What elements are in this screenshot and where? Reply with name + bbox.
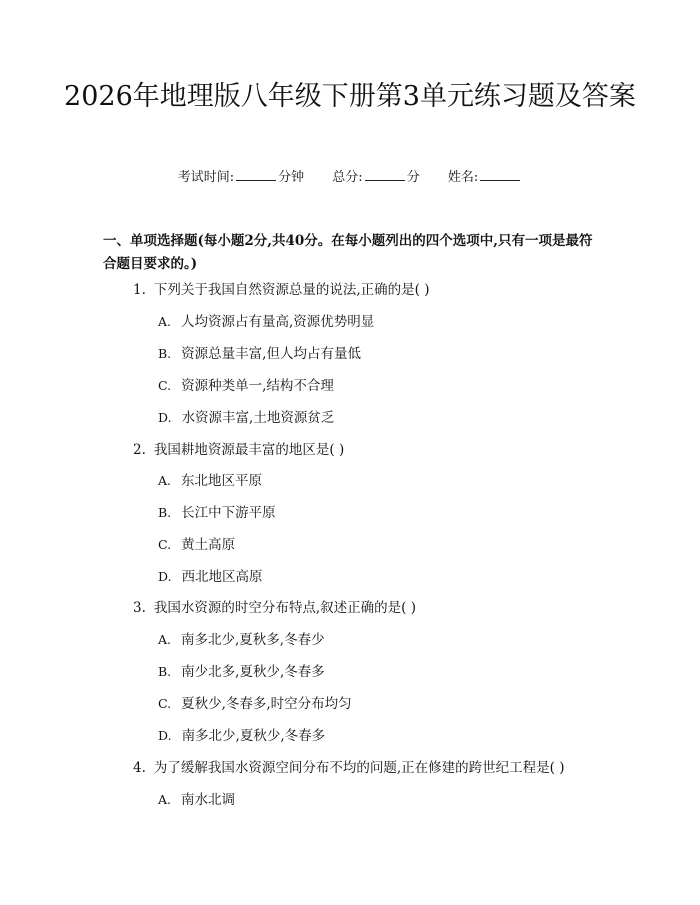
exam-time-blank (236, 168, 276, 181)
section-heading: 一、单项选择题(每小题2分,共40分。在每小题列出的四个选项中,只有一项是最符合题目要求的。) (103, 233, 593, 272)
document-title: 2026年地理版八年级下册第3单元练习题及答案 (64, 81, 636, 112)
option-text: 长江中下游平原 (181, 505, 276, 521)
option-3d (158, 726, 325, 746)
option-1b (158, 344, 361, 364)
student-name-label: 姓名: (447, 170, 479, 185)
option-2b (158, 503, 276, 523)
exam-info-line (0, 168, 700, 188)
option-letter: A. (158, 632, 172, 647)
option-text: 南水北调 (181, 792, 236, 808)
option-text: 水资源丰富,土地资源贫乏 (181, 410, 335, 426)
option-2a (158, 471, 262, 491)
option-letter: A. (158, 473, 172, 488)
option-text: 南多北少,夏秋少,冬春多 (181, 728, 326, 744)
option-text: 夏秋少,冬春多,时空分布均匀 (181, 696, 352, 712)
student-name-field (448, 170, 522, 185)
option-letter: B. (158, 346, 172, 361)
option-letter: D. (158, 728, 172, 743)
total-score-unit: 分 (406, 170, 420, 185)
option-3c (158, 694, 352, 714)
option-letter: C. (158, 378, 172, 393)
exam-time-field (178, 170, 309, 185)
question-text: 下列关于我国自然资源总量的说法,正确的是( ) (153, 282, 430, 298)
question-number: 1. (133, 282, 146, 298)
option-2d (158, 567, 263, 587)
exam-time-label: 考试时间: (177, 170, 235, 185)
option-2c (158, 535, 235, 555)
option-1a (158, 312, 374, 332)
question-2 (133, 440, 344, 460)
option-letter: A. (158, 314, 172, 329)
question-4 (133, 758, 565, 778)
question-1 (133, 280, 430, 300)
option-text: 人均资源占有量高,资源优势明显 (181, 314, 375, 330)
option-text: 南少北多,夏秋少,冬春多 (181, 664, 325, 680)
total-score-label: 总分: (332, 170, 363, 185)
option-letter: D. (158, 410, 172, 425)
exam-time-unit: 分钟 (278, 170, 305, 185)
total-score-blank (365, 168, 405, 181)
option-text: 黄土高原 (181, 537, 236, 553)
option-text: 资源种类单一,结构不合理 (181, 378, 334, 394)
question-number: 2. (133, 442, 146, 458)
option-4a (158, 790, 235, 810)
student-name-blank (480, 168, 520, 181)
question-text: 我国耕地资源最丰富的地区是( ) (153, 442, 345, 458)
option-letter: C. (158, 696, 172, 711)
option-1d (158, 408, 334, 428)
option-text: 资源总量丰富,但人均占有量低 (181, 346, 361, 362)
option-3b (158, 662, 325, 682)
option-letter: B. (158, 664, 172, 679)
option-letter: B. (158, 505, 172, 520)
option-1c (158, 376, 334, 396)
question-3 (133, 598, 416, 618)
option-text: 东北地区平原 (181, 473, 263, 489)
option-3a (158, 630, 325, 650)
option-text: 南多北少,夏秋多,冬春少 (181, 632, 325, 648)
question-text: 为了缓解我国水资源空间分布不均的问题,正在修建的跨世纪工程是( ) (153, 760, 565, 776)
option-letter: C. (158, 537, 172, 552)
question-text: 我国水资源的时空分布特点,叙述正确的是( ) (153, 600, 417, 616)
question-number: 4. (133, 760, 146, 776)
total-score-field (332, 170, 424, 185)
option-text: 西北地区高原 (181, 569, 263, 585)
question-number: 3. (133, 600, 146, 616)
option-letter: A. (158, 792, 172, 807)
option-letter: D. (158, 569, 172, 584)
